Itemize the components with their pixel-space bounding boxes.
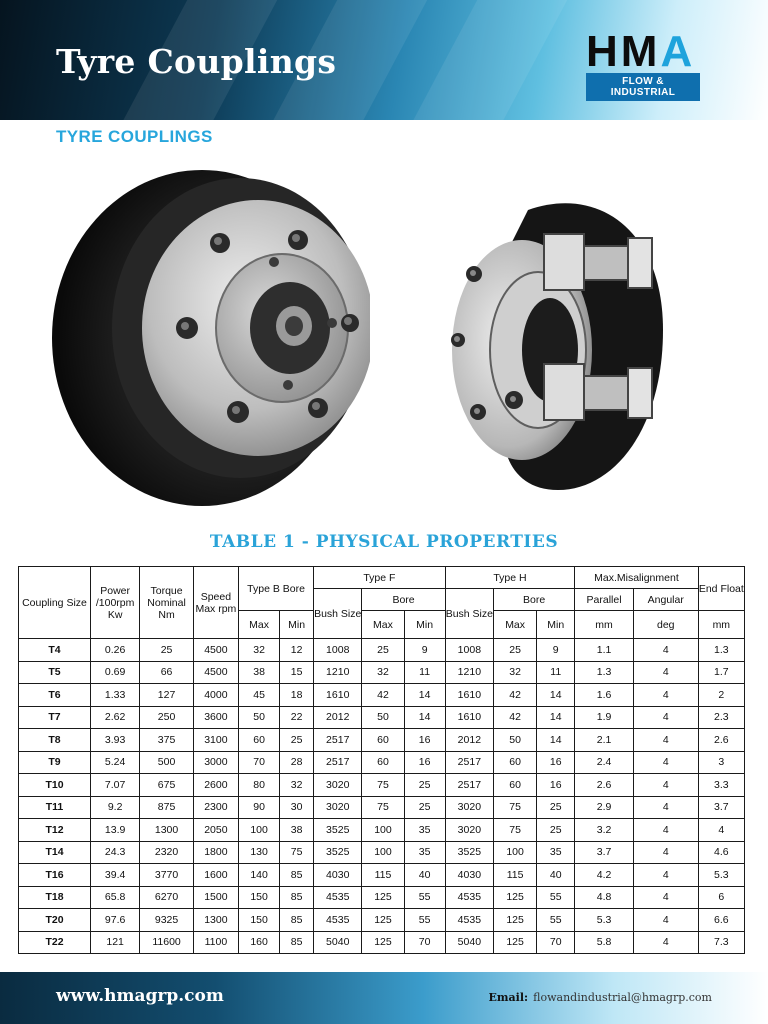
table-cell: 3.7 [698, 796, 744, 819]
table-cell: 1.33 [90, 684, 139, 707]
table-cell: 35 [404, 841, 445, 864]
table-cell: 4 [633, 841, 698, 864]
table-cell: 2.1 [575, 729, 634, 752]
table-cell: 4 [633, 864, 698, 887]
table-cell: 4000 [193, 684, 238, 707]
coupling-size-cell: T6 [19, 684, 91, 707]
table-cell: 4 [633, 706, 698, 729]
table-cell: 32 [280, 774, 314, 797]
header-parallel: Parallel [575, 589, 634, 611]
table-cell: 85 [280, 886, 314, 909]
table-cell: 11 [537, 661, 575, 684]
physical-properties-table [18, 566, 745, 954]
table-cell: 1500 [193, 886, 238, 909]
footer-banner [0, 972, 768, 1024]
table-cell: 85 [280, 864, 314, 887]
table-cell: 3100 [193, 729, 238, 752]
header-power: Power /100rpm Kw [90, 567, 139, 639]
table-row [19, 864, 745, 887]
hma-logo [586, 27, 716, 98]
table-cell: 4.6 [698, 841, 744, 864]
table-cell: 1008 [314, 639, 362, 662]
table-cell: 1600 [193, 864, 238, 887]
coupling-size-cell: T14 [19, 841, 91, 864]
header-banner [0, 0, 768, 120]
table-cell: 60 [239, 729, 280, 752]
table-cell: 16 [404, 751, 445, 774]
table-cell: 100 [362, 819, 404, 842]
header-type-h-bush-size: Bush Size [445, 589, 493, 639]
table-cell: 150 [239, 909, 280, 932]
table-cell: 60 [362, 729, 404, 752]
table-cell: 60 [362, 751, 404, 774]
table-cell: 32 [494, 661, 537, 684]
table-row [19, 819, 745, 842]
table-cell: 100 [239, 819, 280, 842]
coupling-size-cell: T18 [19, 886, 91, 909]
table-cell: 11600 [140, 931, 193, 954]
table-cell: 2517 [314, 751, 362, 774]
coupling-size-cell: T11 [19, 796, 91, 819]
table-cell: 125 [362, 931, 404, 954]
logo-mark: HMA [586, 27, 696, 76]
table-cell: 125 [362, 886, 404, 909]
header-type-f-bore: Bore [362, 589, 445, 611]
table-cell: 38 [239, 661, 280, 684]
header-parallel-unit: mm [575, 611, 634, 639]
table-cell: 4030 [445, 864, 493, 887]
table-cell: 4.8 [575, 886, 634, 909]
table-cell: 97.6 [90, 909, 139, 932]
logo-tagline: FLOW & INDUSTRIAL [586, 73, 700, 101]
table-cell: 2.3 [698, 706, 744, 729]
table-cell: 14 [537, 684, 575, 707]
table-cell: 75 [280, 841, 314, 864]
table-cell: 875 [140, 796, 193, 819]
table-cell: 4 [633, 661, 698, 684]
table-cell: 100 [362, 841, 404, 864]
header-type-h-bore: Bore [494, 589, 575, 611]
table-cell: 375 [140, 729, 193, 752]
table-cell: 14 [404, 684, 445, 707]
header-type-f-bush-size: Bush Size [314, 589, 362, 639]
table-cell: 5.24 [90, 751, 139, 774]
table-cell: 160 [239, 931, 280, 954]
table-cell: 1210 [445, 661, 493, 684]
table-cell: 24.3 [90, 841, 139, 864]
header-type-b-min: Min [280, 611, 314, 639]
table-cell: 0.26 [90, 639, 139, 662]
coupling-size-cell: T10 [19, 774, 91, 797]
table-cell: 115 [362, 864, 404, 887]
table-cell: 4 [633, 796, 698, 819]
table-cell: 150 [239, 886, 280, 909]
table-row [19, 774, 745, 797]
table-cell: 2517 [445, 774, 493, 797]
table-cell: 25 [404, 774, 445, 797]
table-row [19, 661, 745, 684]
table-cell: 3770 [140, 864, 193, 887]
table-row [19, 909, 745, 932]
table-cell: 5.8 [575, 931, 634, 954]
table-cell: 25 [404, 796, 445, 819]
table-cell: 40 [404, 864, 445, 887]
table-cell: 13.9 [90, 819, 139, 842]
table-cell: 1.7 [698, 661, 744, 684]
table-cell: 32 [362, 661, 404, 684]
table-cell: 1300 [193, 909, 238, 932]
table-cell: 3020 [445, 819, 493, 842]
table-row [19, 841, 745, 864]
table-cell: 4535 [445, 909, 493, 932]
table-cell: 121 [90, 931, 139, 954]
table-cell: 50 [494, 729, 537, 752]
table-cell: 42 [362, 684, 404, 707]
table-cell: 1.6 [575, 684, 634, 707]
header-type-h: Type H [445, 567, 575, 589]
table-cell: 4 [633, 684, 698, 707]
table-cell: 70 [239, 751, 280, 774]
table-cell: 85 [280, 931, 314, 954]
table-cell: 4 [633, 751, 698, 774]
table-cell: 7.07 [90, 774, 139, 797]
table-cell: 3020 [445, 796, 493, 819]
header-type-b: Type B Bore [239, 567, 314, 611]
table-cell: 16 [404, 729, 445, 752]
table-cell: 675 [140, 774, 193, 797]
table-cell: 4.2 [575, 864, 634, 887]
table-cell: 250 [140, 706, 193, 729]
table-cell: 55 [537, 909, 575, 932]
table-cell: 70 [537, 931, 575, 954]
table-cell: 5040 [445, 931, 493, 954]
table-row [19, 729, 745, 752]
table-cell: 60 [494, 774, 537, 797]
table-cell: 3.3 [698, 774, 744, 797]
table-cell: 6 [698, 886, 744, 909]
tyre-coupling-photo [52, 168, 370, 508]
table-cell: 4535 [314, 886, 362, 909]
table-cell: 4535 [314, 909, 362, 932]
email-link[interactable]: flowandindustrial@hmagrp.com [533, 991, 712, 1004]
table-cell: 4 [698, 819, 744, 842]
coupling-size-cell: T12 [19, 819, 91, 842]
table-cell: 1610 [445, 706, 493, 729]
header-coupling-size: Coupling Size [19, 567, 91, 639]
table-cell: 5.3 [698, 864, 744, 887]
table-cell: 9 [404, 639, 445, 662]
table-cell: 3525 [445, 841, 493, 864]
table-cell: 32 [239, 639, 280, 662]
table-cell: 2517 [314, 729, 362, 752]
header-type-f-max: Max [362, 611, 404, 639]
table-row [19, 931, 745, 954]
table-cell: 30 [280, 796, 314, 819]
header-type-f-min: Min [404, 611, 445, 639]
table-cell: 35 [537, 841, 575, 864]
table-cell: 9 [537, 639, 575, 662]
coupling-size-cell: T16 [19, 864, 91, 887]
table-cell: 60 [494, 751, 537, 774]
header-end-float-unit: mm [698, 611, 744, 639]
table-cell: 85 [280, 909, 314, 932]
coupling-size-cell: T20 [19, 909, 91, 932]
table-cell: 4 [633, 729, 698, 752]
table-cell: 4500 [193, 639, 238, 662]
table-cell: 25 [140, 639, 193, 662]
table-cell: 45 [239, 684, 280, 707]
table-cell: 4 [633, 931, 698, 954]
table-cell: 500 [140, 751, 193, 774]
table-cell: 2012 [314, 706, 362, 729]
table-title: TABLE 1 - PHYSICAL PROPERTIES [209, 532, 559, 552]
table-cell: 3525 [314, 819, 362, 842]
table-body [19, 639, 745, 954]
coupling-size-cell: T22 [19, 931, 91, 954]
tyre-coupling-cutaway-photo [448, 190, 674, 496]
table-cell: 1210 [314, 661, 362, 684]
table-cell: 2320 [140, 841, 193, 864]
table-cell: 130 [239, 841, 280, 864]
header-type-b-max: Max [239, 611, 280, 639]
table-cell: 4 [633, 886, 698, 909]
table-cell: 125 [494, 909, 537, 932]
table-cell: 2.9 [575, 796, 634, 819]
table-row [19, 684, 745, 707]
table-cell: 14 [537, 729, 575, 752]
table-cell: 25 [280, 729, 314, 752]
table-cell: 75 [362, 796, 404, 819]
header-angular-unit: deg [633, 611, 698, 639]
table-cell: 16 [537, 774, 575, 797]
table-cell: 75 [362, 774, 404, 797]
table-cell: 75 [494, 819, 537, 842]
table-cell: 15 [280, 661, 314, 684]
header-type-h-max: Max [494, 611, 537, 639]
website-link[interactable]: www.hmagrp.com [56, 986, 224, 1006]
table-cell: 16 [537, 751, 575, 774]
table-cell: 55 [404, 909, 445, 932]
header-type-h-min: Min [537, 611, 575, 639]
table-cell: 25 [362, 639, 404, 662]
table-cell: 3020 [314, 774, 362, 797]
table-cell: 9325 [140, 909, 193, 932]
table-cell: 39.4 [90, 864, 139, 887]
table-cell: 125 [362, 909, 404, 932]
table-cell: 75 [494, 796, 537, 819]
table-cell: 6.6 [698, 909, 744, 932]
table-cell: 18 [280, 684, 314, 707]
table-cell: 1610 [314, 684, 362, 707]
table-cell: 4500 [193, 661, 238, 684]
table-cell: 1008 [445, 639, 493, 662]
coupling-size-cell: T7 [19, 706, 91, 729]
header-angular: Angular [633, 589, 698, 611]
table-row [19, 706, 745, 729]
table-cell: 50 [362, 706, 404, 729]
table-cell: 25 [494, 639, 537, 662]
table-cell: 3.2 [575, 819, 634, 842]
header-max-misalignment: Max.Misalignment [575, 567, 698, 589]
table-cell: 3000 [193, 751, 238, 774]
table-cell: 3600 [193, 706, 238, 729]
table-cell: 115 [494, 864, 537, 887]
table-cell: 25 [537, 819, 575, 842]
table-cell: 3.93 [90, 729, 139, 752]
table-cell: 2012 [445, 729, 493, 752]
table-cell: 100 [494, 841, 537, 864]
table-cell: 127 [140, 684, 193, 707]
table-cell: 1.3 [698, 639, 744, 662]
coupling-size-cell: T5 [19, 661, 91, 684]
table-row [19, 751, 745, 774]
header-speed: Speed Max rpm [193, 567, 238, 639]
table-cell: 3.7 [575, 841, 634, 864]
table-cell: 90 [239, 796, 280, 819]
coupling-size-cell: T4 [19, 639, 91, 662]
table-cell: 28 [280, 751, 314, 774]
table-cell: 50 [239, 706, 280, 729]
table-cell: 11 [404, 661, 445, 684]
table-cell: 2300 [193, 796, 238, 819]
table-cell: 14 [404, 706, 445, 729]
table-cell: 4535 [445, 886, 493, 909]
table-cell: 55 [404, 886, 445, 909]
table-cell: 2.4 [575, 751, 634, 774]
table-cell: 4030 [314, 864, 362, 887]
table-cell: 125 [494, 931, 537, 954]
table-cell: 22 [280, 706, 314, 729]
table-cell: 25 [537, 796, 575, 819]
table-cell: 70 [404, 931, 445, 954]
table-cell: 1.9 [575, 706, 634, 729]
table-cell: 9.2 [90, 796, 139, 819]
table-cell: 14 [537, 706, 575, 729]
coupling-size-cell: T8 [19, 729, 91, 752]
email-contact [489, 991, 712, 1004]
table-cell: 125 [494, 886, 537, 909]
table-cell: 5.3 [575, 909, 634, 932]
table-cell: 35 [404, 819, 445, 842]
table-cell: 1610 [445, 684, 493, 707]
table-cell: 55 [537, 886, 575, 909]
table-cell: 2.62 [90, 706, 139, 729]
table-cell: 0.69 [90, 661, 139, 684]
table-row [19, 886, 745, 909]
table-cell: 40 [537, 864, 575, 887]
table-row [19, 639, 745, 662]
coupling-size-cell: T9 [19, 751, 91, 774]
table-cell: 2.6 [575, 774, 634, 797]
table-cell: 140 [239, 864, 280, 887]
table-cell: 1100 [193, 931, 238, 954]
table-cell: 3525 [314, 841, 362, 864]
section-heading: TYRE COUPLINGS [56, 127, 213, 146]
table-cell: 4 [633, 909, 698, 932]
table-cell: 7.3 [698, 931, 744, 954]
table-cell: 6270 [140, 886, 193, 909]
table-cell: 4 [633, 774, 698, 797]
table-cell: 66 [140, 661, 193, 684]
table-cell: 2 [698, 684, 744, 707]
table-cell: 12 [280, 639, 314, 662]
table-cell: 2.6 [698, 729, 744, 752]
email-label: Email: [488, 991, 529, 1004]
table-cell: 42 [494, 684, 537, 707]
table-cell: 4 [633, 639, 698, 662]
table-cell: 1300 [140, 819, 193, 842]
header-end-float: End Float [698, 567, 744, 611]
table-cell: 2050 [193, 819, 238, 842]
table-cell: 2517 [445, 751, 493, 774]
table-cell: 1.1 [575, 639, 634, 662]
table-cell: 3020 [314, 796, 362, 819]
page-title: Tyre Couplings [56, 42, 337, 81]
header-torque: Torque Nominal Nm [140, 567, 193, 639]
table-row [19, 796, 745, 819]
table-cell: 2600 [193, 774, 238, 797]
table-cell: 42 [494, 706, 537, 729]
header-type-f: Type F [314, 567, 446, 589]
table-cell: 1.3 [575, 661, 634, 684]
table-cell: 5040 [314, 931, 362, 954]
table-cell: 1800 [193, 841, 238, 864]
table-cell: 65.8 [90, 886, 139, 909]
table-cell: 80 [239, 774, 280, 797]
table-cell: 38 [280, 819, 314, 842]
table-cell: 3 [698, 751, 744, 774]
table-cell: 4 [633, 819, 698, 842]
